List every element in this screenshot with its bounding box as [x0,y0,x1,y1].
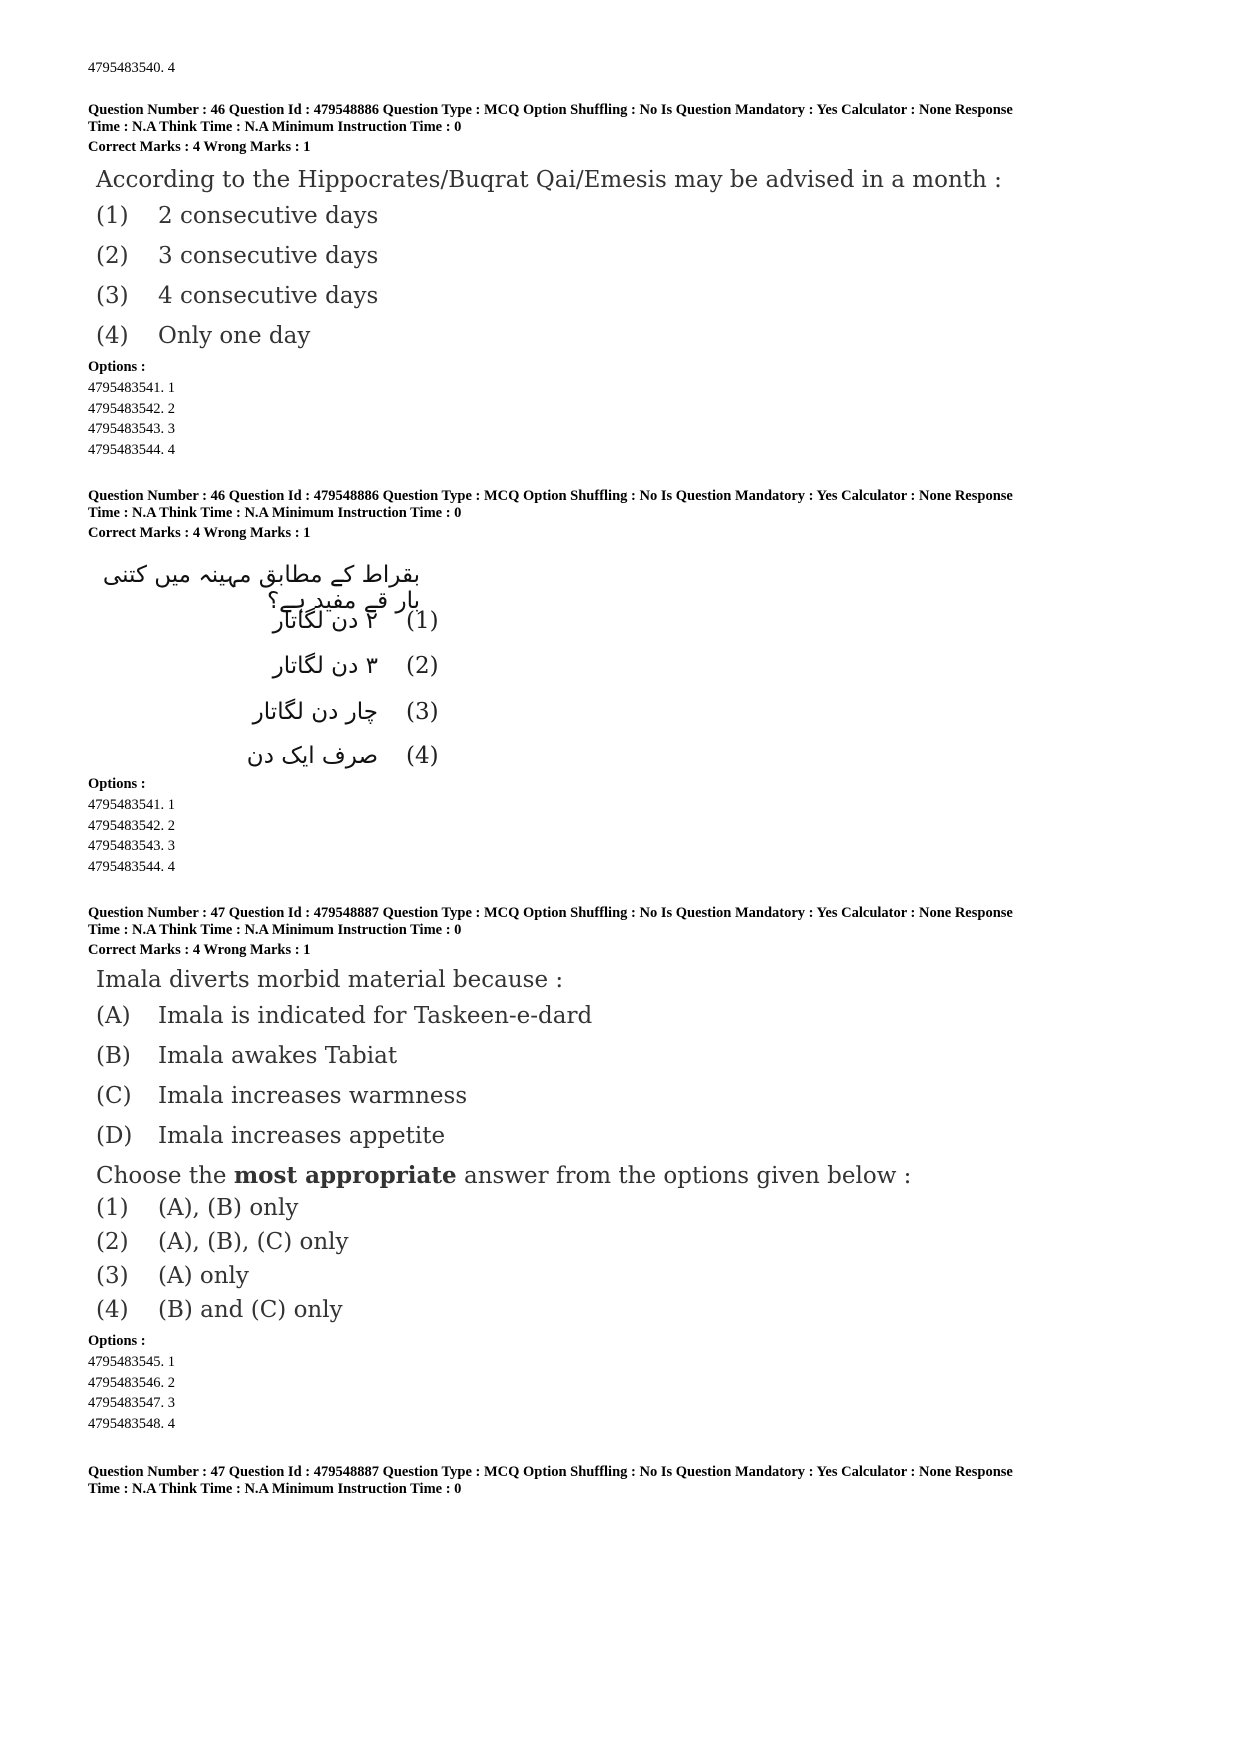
question-marks: Correct Marks : 4 Wrong Marks : 1 [88,525,311,541]
choice-item [96,1229,1168,1263]
question-header: Question Number : 47 Question Id : 479548887 Question Type : MCQ Option Shuffling : No Is Question Mandatory : Yes Calculator : None Response [88,1464,1013,1480]
statement-item [96,1083,1168,1123]
option-id: 4795483541. 1 [88,797,175,813]
option-id: 4795483545. 1 [88,1354,175,1370]
statement-text: Imala increases warmness [158,1083,468,1109]
urdu-choice-text: صرف ایک دن [246,743,378,769]
urdu-choice-item [228,608,454,634]
statement-item [96,1043,1168,1083]
option-id: 4795483543. 3 [88,421,175,437]
option-id-list [88,1352,1168,1434]
choice-text: (A), (B) only [158,1195,299,1221]
statement-letter: (B) [96,1043,131,1069]
urdu-choice-number: (4) [406,743,439,769]
choice-text: (B) and (C) only [158,1297,343,1323]
statement-text: Imala awakes Tabiat [158,1043,398,1069]
choice-text: 4 consecutive days [158,283,379,309]
option-id: 4795483544. 4 [88,858,175,875]
option-id: 4795483546. 2 [88,1374,175,1391]
choice-number: (3) [96,1263,129,1289]
urdu-choice-number: (3) [406,699,439,725]
question-header: Question Number : 46 Question Id : 479548886 Question Type : MCQ Option Shuffling : No Is Question Mandatory : Yes Calculator : None Response [88,102,1013,118]
question-header: Question Number : 46 Question Id : 479548886 Question Type : MCQ Option Shuffling : No Is Question Mandatory : Yes Calculator : None Response [88,488,1013,504]
option-id: 4795483548. 4 [88,1415,175,1432]
option-id: 4795483543. 3 [88,838,175,854]
previous-option-line: 4795483540. 4 [88,60,175,76]
choice-list [96,203,1168,353]
choice-number: (2) [96,243,129,269]
urdu-choice-item [228,743,454,769]
statement-letter: (C) [96,1083,132,1109]
choice-number: (1) [96,1195,129,1221]
urdu-choice-item [228,653,454,679]
instruction-pre: Choose the [96,1163,234,1189]
question-header-time: Time : N.A Think Time : N.A Minimum Instruction Time : 0 [88,1481,462,1497]
question-46-english [88,102,1168,460]
urdu-choice-text: چار دن لگاتار [252,699,378,725]
statement-text: Imala is indicated for Taskeen-e-dard [158,1003,593,1029]
choice-item [96,283,1168,323]
choice-text: (A) only [158,1263,249,1289]
urdu-choice-number: (1) [406,608,439,634]
question-header-time: Time : N.A Think Time : N.A Minimum Instruction Time : 0 [88,922,462,938]
choice-text: (A), (B), (C) only [158,1229,349,1255]
urdu-question-text: بقراط کے مطابق مہینہ میں کتنی بار قے مفید ہے؟ [102,562,420,614]
instruction-post: answer from the options given below : [456,1163,912,1189]
options-label: Options : [88,776,146,792]
question-47-english [88,905,1168,1434]
choice-text: 3 consecutive days [158,243,379,269]
option-id: 4795483544. 4 [88,441,175,458]
question-marks: Correct Marks : 4 Wrong Marks : 1 [88,942,311,958]
question-text: According to the Hippocrates/Buqrat Qai/Emesis may be advised in a month : [96,167,1002,193]
statement-item [96,1003,1168,1043]
instruction-text [96,1159,1168,1193]
option-id: 4795483542. 2 [88,817,175,834]
choice-item [96,1297,1168,1327]
question-header-time: Time : N.A Think Time : N.A Minimum Instruction Time : 0 [88,119,462,135]
choice-item [96,323,1168,353]
options-label: Options : [88,1333,146,1349]
choice-number: (2) [96,1229,129,1255]
option-id-list [88,378,1168,460]
question-header-time: Time : N.A Think Time : N.A Minimum Instruction Time : 0 [88,505,462,521]
question-46-urdu-options [88,776,1168,877]
choice-number: (4) [96,323,129,349]
statement-text: Imala increases appetite [158,1123,446,1149]
choice-number: (3) [96,283,129,309]
choice-item [96,243,1168,283]
statement-list [96,1003,1168,1159]
question-47-urdu [88,1464,1168,1498]
instruction-emphasis: most appropriate [233,1162,457,1189]
choice-number: (1) [96,203,129,229]
statement-item [96,1123,1168,1159]
question-text: Imala diverts morbid material because : [96,967,564,993]
statement-letter: (A) [96,1003,131,1029]
option-id-list [88,795,1168,877]
urdu-choice-item [228,699,454,725]
urdu-choice-text: ۲ دن لگاتار [272,608,378,634]
question-header: Question Number : 47 Question Id : 479548887 Question Type : MCQ Option Shuffling : No Is Question Mandatory : Yes Calculator : None Response [88,905,1013,921]
choice-text: Only one day [158,323,311,349]
statement-letter: (D) [96,1123,133,1149]
options-label: Options : [88,359,146,375]
urdu-choice-text: ۳ دن لگاتار [272,653,378,679]
option-id: 4795483547. 3 [88,1395,175,1411]
option-id: 4795483542. 2 [88,400,175,417]
urdu-choice-number: (2) [406,653,439,679]
choice-item [96,1195,1168,1229]
question-marks: Correct Marks : 4 Wrong Marks : 1 [88,139,311,155]
option-id: 4795483541. 1 [88,380,175,396]
choice-number: (4) [96,1297,129,1323]
choice-text: 2 consecutive days [158,203,379,229]
choice-list [96,1195,1168,1327]
question-46-urdu [88,488,1168,542]
choice-item [96,1263,1168,1297]
choice-item [96,203,1168,243]
